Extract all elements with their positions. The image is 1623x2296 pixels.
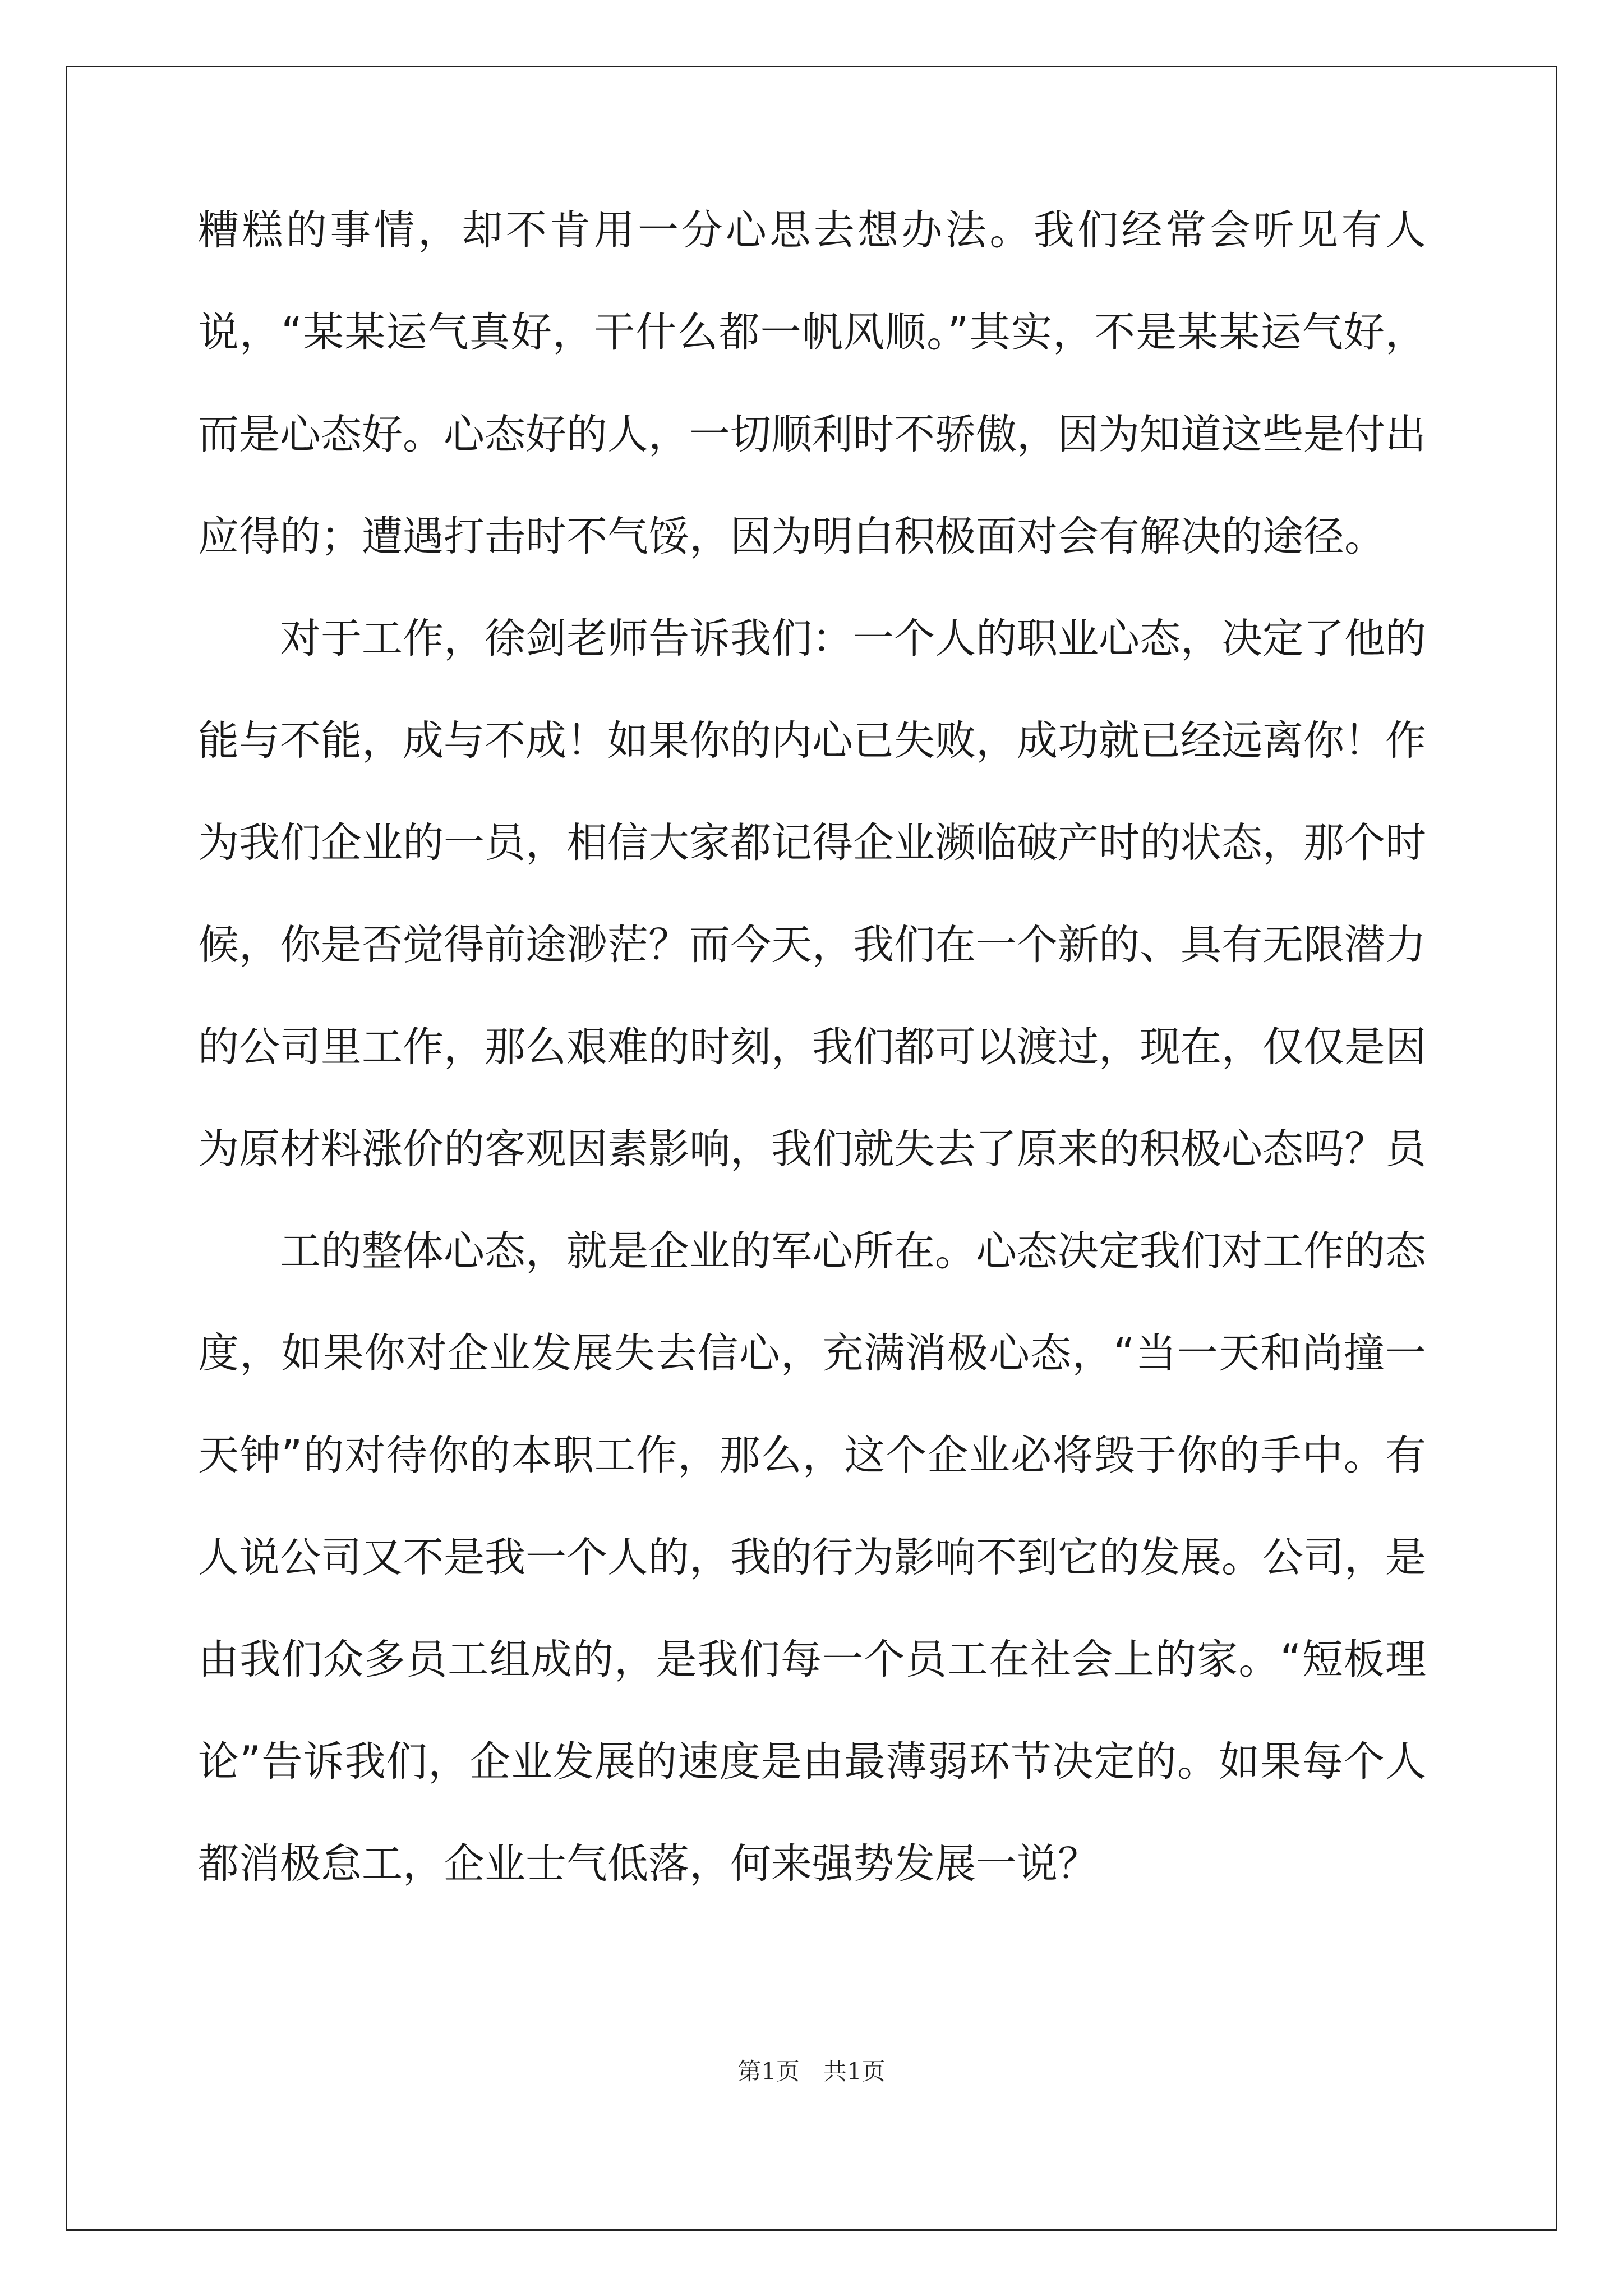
- page-number-footer: 第1页 共1页: [737, 2058, 886, 2085]
- document-body: [198, 180, 1426, 1915]
- paragraph-1: 糟糕的事情，却不肯用一分心思去想办法。我们经常会听见有人说，“某某运气真好，干什么都一帆风顺。”其实，不是某某运气好，而是心态好。心态好的人，一切顺利时不骄傲，因为知道这些是付出应得的；遭遇打击时不气馁，因为明白积极面对会有解决的途径。: [198, 206, 1426, 560]
- paragraph-3: 工的整体心态，就是企业的军心所在。心态决定我们对工作的态度，如果你对企业发展失去信心，充满消极心态，“当一天和尚撞一天钟”的对待你的本职工作，那么，这个企业必将毁于你的手中。有人说公司又不是我一个人的，我的行为影响不到它的发展。公司，是由我们众多员工组成的，是我们每一个员工在社会上的家。“短板理论”告诉我们，企业发展的速度是由最薄弱环节决定的。如果每个人都消极怠工，企业士气低落，何来强势发展一说？: [198, 1227, 1426, 1888]
- paragraph-2: 对于工作，徐剑老师告诉我们：一个人的职业心态，决定了他的能与不能，成与不成！如果你的内心已失败，成功就已经远离你！作为我们企业的一员，相信大家都记得企业濒临破产时的状态，那个时候，你是否觉得前途渺茫？而今天，我们在一个新的、具有无限潜力的公司里工作，那么艰难的时刻，我们都可以渡过，现在，仅仅是因为原材料涨价的客观因素影响，我们就失去了原来的积极心态吗？员: [198, 615, 1426, 1173]
